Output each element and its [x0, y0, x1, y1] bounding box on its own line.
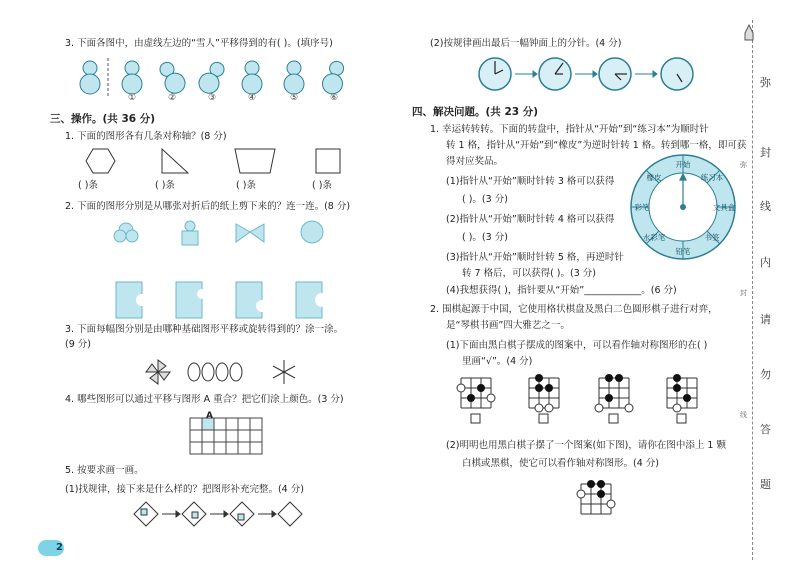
wheel-label-notebook: 练习本 [700, 173, 724, 182]
p2-1-line-1: (1)下面由黑白棋子摆成的图案中，可以看作轴对称图形的在( ) [446, 340, 708, 351]
p1-1-line-1: (1)指针从“开始”顺时针转 3 格可以获得 [446, 176, 615, 187]
p2-line-1: 2. 围棋起源于中国，它使用格状棋盘及黑白二色圆形棋子进行对弈， [430, 304, 718, 315]
triangle-shape [162, 149, 188, 173]
cloud-shape [114, 223, 138, 242]
square-shape [316, 149, 340, 173]
clock-sequence [475, 56, 715, 96]
page-number-badge [38, 540, 64, 556]
wheel-label-pencil: 铅笔 [675, 247, 691, 256]
go-board-3 [595, 374, 633, 412]
snowman-label-2: ② [168, 93, 177, 103]
p2-line-2: 是“琴棋书画”四大雅艺之一。 [446, 320, 570, 331]
snowman-1 [122, 61, 142, 94]
p2-2-line-1: (2)明明也用黑白棋子摆了一个图案(如下图)，请你在图中添上 1 颗 [446, 440, 726, 451]
seq-diamond-answer [278, 502, 302, 526]
q3b-patterns [144, 358, 304, 388]
checkbox-board-4 [677, 414, 686, 423]
wheel-label-eraser: 橡皮 [646, 173, 662, 182]
prize-wheel [628, 152, 738, 262]
p2-1-line-2: 里画“√”。(4 分) [462, 356, 533, 367]
q3b-score: (9 分) [65, 339, 91, 350]
snowman-row [72, 58, 362, 106]
person-shape [182, 221, 198, 245]
side-char-1: 弥 [760, 76, 771, 89]
snowman-label-3: ③ [208, 93, 217, 103]
rocket-icon [742, 24, 756, 44]
go-boards [455, 372, 735, 428]
checkbox-board-3 [609, 414, 618, 423]
p1-3-line-2[interactable]: 转 7 格后，可以获得( )。(3 分) [462, 268, 596, 279]
side-char-8: 题 [760, 478, 771, 491]
folded-paper-2 [176, 282, 202, 318]
q4-puzzle-grid [190, 410, 270, 456]
checkbox-board-1 [471, 414, 480, 423]
go-board-4 [667, 374, 697, 412]
flower-shape [301, 221, 323, 243]
trapezoid-shape [235, 149, 275, 173]
p1-line-2: 转 1 格，指针从“开始”到“橡皮”为逆时针转 1 格。转到哪一格，即可获 [446, 140, 747, 151]
hexagon-shape [86, 149, 115, 173]
side-char-7: 答 [760, 423, 771, 436]
q5-1-sequence [132, 500, 332, 530]
q2-folding-text: 2. 下面的图形分别是从哪张对折后的纸上剪下来的？连一连。(8 分) [65, 201, 351, 212]
go-board-1 [457, 378, 495, 408]
snowman-3 [195, 58, 229, 97]
snowman-2 [155, 58, 189, 97]
q5-1-text: (1)找规律，接下来是什么样的？把图形补充完整。(4 分) [65, 484, 304, 495]
p1-3-line-1: (3)指针从“开始”顺时针转 5 格，再逆时针 [446, 252, 624, 263]
p1-line-3: 得对应奖品。 [446, 156, 504, 167]
wheel-label-start: 开始 [675, 160, 691, 169]
side-char-6: 勿 [760, 368, 771, 381]
page-number: 2 [56, 542, 63, 553]
snowflake-pattern [273, 360, 295, 384]
side-small-2: 封 [740, 289, 747, 297]
q5-draw-text: 5. 按要求画一画。 [65, 465, 144, 476]
wheel-label-pencil-case: 文具盒 [712, 203, 736, 212]
bow-shape [236, 224, 264, 242]
q3-snowman-text: 3. 下面各图中，由虚线左边的“雪人”平移得到的有( )。(填序号) [65, 38, 333, 49]
folded-paper-3 [236, 282, 262, 318]
pinwheel-pattern [146, 360, 170, 384]
snowman-5 [284, 61, 304, 94]
snowman-label-6: ⑥ [330, 93, 339, 103]
p1-line-1: 1. 幸运转转转。下面的转盘中，指针从“开始”到“练习本”为顺时针 [430, 124, 709, 135]
wheel-label-watercolor: 水彩笔 [642, 233, 666, 242]
binding-dashed-line [752, 20, 753, 560]
side-char-2: 封 [760, 146, 771, 159]
snowman-original [80, 61, 100, 94]
snowman-label-5: ⑤ [290, 93, 299, 103]
q1-blank-1[interactable]: ( )条 [78, 180, 98, 191]
q2-folded-papers [112, 280, 342, 322]
section-3-title: 三、操作。(共 36 分) [50, 113, 156, 125]
side-small-3: 线 [740, 411, 747, 419]
q2-cut-shapes [112, 218, 342, 248]
snowman-label-1: ① [128, 93, 137, 103]
p1-1-line-2[interactable]: ( )。(3 分) [462, 194, 508, 205]
snowman-4 [242, 61, 262, 94]
section-4-title: 四、解决问题。(共 23 分) [412, 106, 539, 118]
p1-2-line-2[interactable]: ( )。(3 分) [462, 232, 508, 243]
leaf-row-pattern [188, 363, 242, 381]
p1-2-line-1: (2)指针从“开始”顺时针转 4 格可以获得 [446, 214, 615, 225]
go-board-answer[interactable] [575, 478, 625, 524]
side-small-1: 弥 [740, 161, 747, 169]
q5-2-clock-text: (2)按规律画出最后一幅钟面上的分针。(4 分) [430, 38, 622, 49]
snowman-label-4: ④ [248, 93, 257, 103]
q1-blank-2[interactable]: ( )条 [155, 180, 175, 191]
figure-a-label: A [206, 411, 213, 421]
checkbox-board-2 [539, 414, 548, 423]
q1-blank-4[interactable]: ( )条 [312, 180, 332, 191]
q1-shapes [80, 147, 360, 177]
p1-4-line[interactable]: (4)我想获得( )，指针要从“开始”____________。(6 分) [446, 285, 677, 296]
side-char-4: 内 [760, 256, 771, 269]
q3b-rotation-text: 3. 下面每幅图分别是由哪种基础图形平移或旋转得到的？涂一涂。 [65, 324, 344, 335]
go-board-2 [529, 374, 559, 412]
q4-translation-text: 4. 哪些图形可以通过平移与图形 A 重合？把它们涂上颜色。(3 分) [65, 394, 344, 405]
wheel-label-color-pen: 彩笔 [634, 203, 650, 212]
snowman-6 [320, 59, 348, 96]
q1-symmetry-text: 1. 下面的图形各有几条对称轴？(8 分) [65, 131, 227, 142]
p2-2-line-2: 白棋或黑棋，使它可以看作轴对称图形。(4 分) [462, 458, 659, 469]
side-char-3: 线 [760, 200, 771, 213]
q1-blank-3[interactable]: ( )条 [236, 180, 256, 191]
side-char-5: 请 [760, 313, 771, 326]
wheel-label-bookmark: 书签 [704, 233, 720, 242]
